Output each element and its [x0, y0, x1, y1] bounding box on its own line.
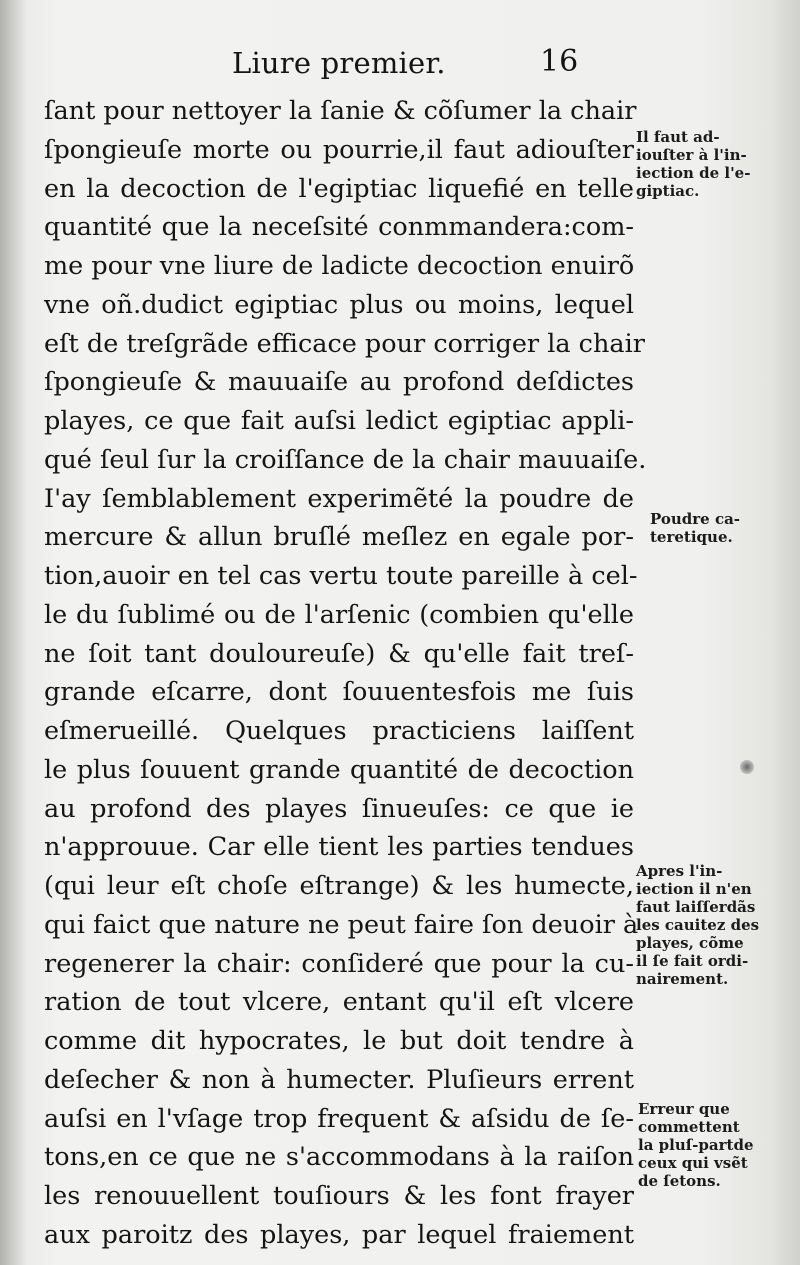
margin-note-setons	[638, 1100, 753, 1190]
page-number: 16	[540, 44, 579, 79]
margin-note-line: la pluſ-partde	[638, 1136, 754, 1154]
text-line: regenerer la chair: conſideré que pour la cu-	[44, 948, 634, 979]
body-text	[44, 92, 647, 1255]
text-line: vne oñ.dudict egiptiac plus ou moins, lequel	[44, 289, 634, 320]
text-line: tion,auoir en tel cas vertu toute pareille à cel-	[44, 561, 638, 591]
text-line: (qui leur eſt choſe eſtrange) & les humecte,	[44, 871, 634, 901]
text-line: les renouuellent touſiours & les font frayer	[44, 1181, 634, 1211]
margin-note-injection	[636, 862, 759, 988]
text-line: ſpongieuſe morte ou pourrie,il faut adiouſter	[44, 134, 634, 165]
running-title: Liure premier.	[232, 46, 446, 80]
margin-note-line: Apres l'in-	[636, 862, 723, 880]
text-line: au profond des playes ſinueuſes: ce que ie	[44, 793, 634, 824]
margin-note-line: les cauitez des	[636, 916, 760, 934]
text-line: deſecher & non à humecter. Pluſieurs errent	[44, 1064, 634, 1095]
margin-note-line: Poudre ca-	[650, 510, 741, 528]
text-line: comme dit hypocrates, le but doit tendre à	[44, 1026, 634, 1056]
text-line: quantité que la neceſsité conmmandera:com-	[44, 212, 634, 243]
text-line: n'approuue. Car elle tient les parties tendues	[44, 832, 634, 863]
margin-note-line: giptiac.	[636, 182, 700, 200]
margin-note-line: ceux qui vsẽt	[638, 1154, 748, 1172]
margin-note-line: teretique.	[650, 528, 733, 546]
margin-note-line: de ſetons.	[638, 1172, 721, 1190]
margin-note-line: Il faut ad-	[636, 128, 720, 146]
text-line: ſant pour nettoyer la ſanie & cõſumer la chair	[44, 96, 637, 126]
text-line: en la decoction de l'egiptiac liquefié en telle	[44, 173, 634, 204]
text-line: qui faict que nature ne peut faire ſon deuoir à	[44, 909, 639, 940]
text-line: qué ſeul ſur la croiſſance de la chair mauuaiſe.	[44, 444, 647, 475]
text-line: eſt de treſgrãde efficace pour corriger la chair	[44, 328, 645, 359]
margin-note-line: faut laiſſerdãs	[636, 898, 756, 916]
text-line: me pour vne liure de ladicte decoction enuirõ	[44, 251, 635, 281]
text-line: auſsi en l'vſage trop frequent & aſsidu de ſe-	[44, 1103, 634, 1134]
text-line: mercure & allun bruſlé meſlez en egale por-	[44, 522, 634, 553]
margin-note-poudre	[650, 510, 740, 546]
page-header	[0, 42, 800, 92]
text-line: tons,en ce que ne s'accommodans à la raiſon	[44, 1142, 634, 1173]
margin-note-line: playes, cõme	[636, 934, 744, 952]
margin-note-egiptiac	[636, 128, 750, 200]
margin-note-line: Erreur que	[638, 1100, 730, 1118]
text-line: le du ſublimé ou de l'arſenic (combien qu'elle	[44, 599, 634, 630]
text-line: playes, ce que fait auſsi ledict egiptiac appli-	[44, 406, 634, 436]
text-line: aux paroitz des playes, par lequel fraiement	[44, 1219, 634, 1250]
ink-smudge	[740, 760, 754, 774]
margin-note-line: iection de l'e-	[636, 164, 751, 182]
text-line: eſmerueillé. Quelques practiciens laiſſent	[44, 716, 634, 746]
spine-shadow	[0, 0, 26, 1265]
text-line: ſpongieuſe & mauuaiſe au profond deſdictes	[44, 367, 634, 398]
text-line: ration de tout vlcere, entant qu'il eſt vlcere	[44, 987, 634, 1018]
text-line: le plus ſouuent grande quantité de decoction	[44, 754, 634, 785]
margin-note-line: commettent	[638, 1118, 740, 1136]
text-line: I'ay ſemblablement experimẽté la poudre de	[44, 483, 634, 514]
text-line: grande eſcarre, dont ſouuentesfois me ſuis	[44, 677, 634, 708]
margin-note-line: nairement.	[636, 970, 729, 988]
margin-note-line: iouſter à l'in-	[636, 146, 747, 164]
text-line: ne ſoit tant douloureuſe) & qu'elle fait treſ-	[44, 638, 634, 669]
margin-note-line: il ſe fait ordi-	[636, 952, 749, 970]
margin-note-line: iection il n'en	[636, 880, 752, 898]
